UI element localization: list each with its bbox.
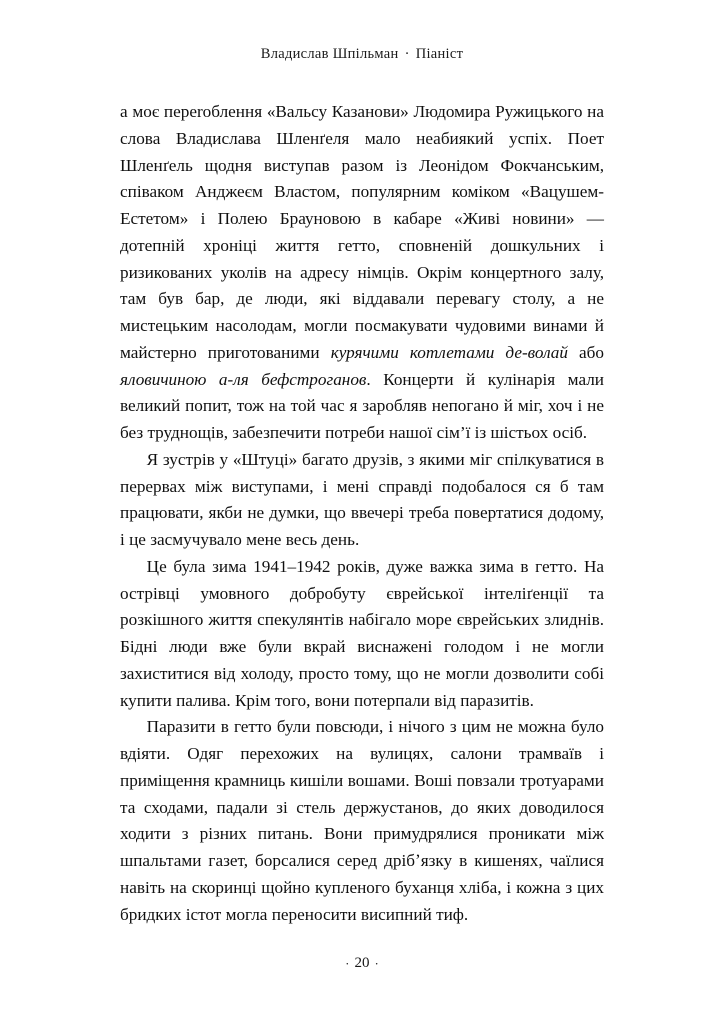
running-head-separator: ·: [404, 46, 410, 62]
body-paragraph: Паразити в гетто були повсюди, і нічого з цим не можна було вдіяти. Одяг перехожих на вулицях, салони трамваїв і приміщення крамниць кишіли вошами. Воші повзали тротуарами та сходами, падали зі стель держустанов, до яких доводилося ходити з різних питань. Вони примудрялися проникати між шпальтами газет, борсалися серед дрібʼязку в кишенях, чаїлися навіть на скоринці щойно купленого буханця хліба, і кожна з цих бридких істот могла переносити висипний тиф.: [120, 717, 604, 924]
emphasis-text: курячими котлетами де-волай: [330, 342, 568, 362]
body-paragraph: а моє переroблення «Вальсу Казанови» Людомира Ружицького на слова Владислава Шленґеля мало неабиякий успіх. Поет Шленґель щодня виступав разом із Леонідом Фокчанським, співаком Анджеєм Властом, популярним коміком «Вацушем-Естетом» і Полею Брауновою в кабаре «Живі новини» — дотепній хроніці життя гетто, сповненій дошкульних і ризикованих уколів на адресу німців. Окрім концертного залу, там був бар, де люди, які віддавали перевагу столу, а не мистецьким насолодам, могли посмакувати чудовими винами й майстерно приготованими курячими котлетами де-волай або яловичиною а-ля бефстроганов. Концерти й кулінарія мали великий попит, тож на той час я заробляв непогано й міг, хоч і не без труднощів, забезпечити потреби нашої сім’ї із шістьох осіб.: [120, 102, 604, 442]
running-head: [120, 46, 604, 63]
body-paragraph: Це була зима 1941–1942 років, дуже важка зима в гетто. На острівці умовного добробуту єврейської інтеліґенції та розкішного життя спекулянтів набігало море єврейських злиднів. Бідні люди вже були вкрай виснажені голодом і не могли захиститися від холоду, просто тому, що не могли дозволити собі купити палива. Крім того, вони потерпали від паразитів.: [120, 556, 604, 710]
emphasis-text: яловичиною а-ля бефстроганов: [120, 369, 367, 389]
body-text: [120, 99, 604, 928]
folio-dot-right: ·: [374, 955, 379, 971]
body-paragraph: Я зустрів у «Штуці» багато друзів, з якими міг спілкуватися в перервах між виступами, і мені справді подобалося ся б там працювати, якби не думки, що ввечері треба повертатися додому, і це засмучувало мене весь день.: [120, 449, 604, 549]
folio-dot-left: ·: [345, 955, 350, 971]
page-footer: [0, 955, 724, 972]
page-number: 20: [354, 955, 370, 971]
running-head-author: Владислав Шпільман: [260, 46, 399, 62]
running-head-title: Піаніст: [415, 46, 464, 62]
